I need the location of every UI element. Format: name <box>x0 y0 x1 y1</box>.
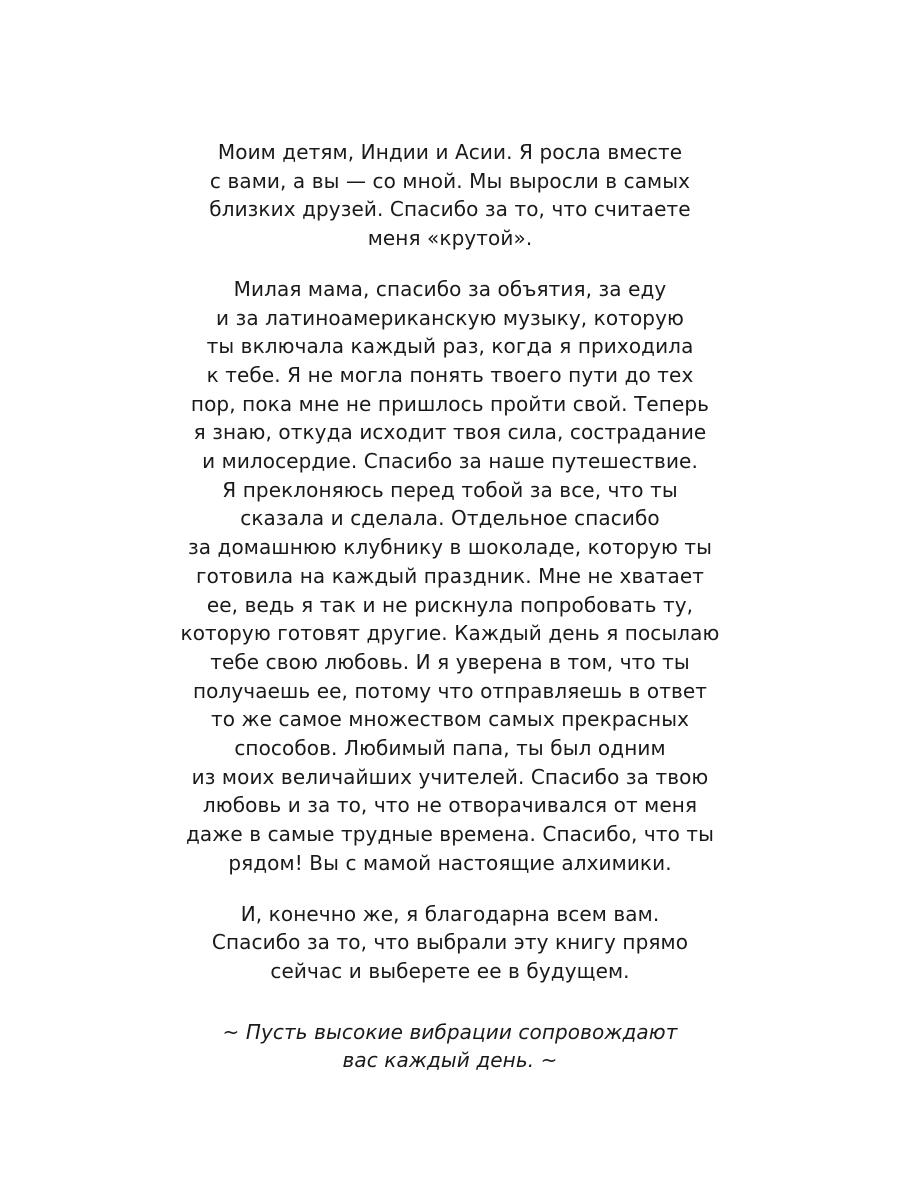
text-line: рядом! Вы с мамой настоящие алхимики. <box>228 850 672 875</box>
text-line: из моих величайших учителей. Спасибо за твою <box>191 764 709 789</box>
text-line: даже в самые трудные времена. Спасибо, что ты <box>185 822 715 847</box>
text-line: Спасибо за то, что выбрали эту книгу прямо <box>211 930 689 955</box>
text-line: ее, ведь я так и не рискнула попробовать ту, <box>206 592 694 617</box>
text-line: способов. Любимый папа, ты был одним <box>234 736 666 761</box>
text-line: любовь и за то, что не отворачивался от меня <box>202 793 698 818</box>
text-line: и милосердие. Спасибо за наше путешествие. <box>202 449 698 474</box>
text-line: сейчас и выберете ее в будущем. <box>270 958 630 983</box>
text-line: я знаю, откуда исходит твоя сила, сострадание <box>193 420 707 445</box>
text-line: близких друзей. Спасибо за то, что считаете <box>209 197 691 222</box>
page-body <box>0 138 900 1097</box>
text-line: которую готовят другие. Каждый день я посылаю <box>180 621 720 646</box>
closing-quote <box>0 1018 900 1075</box>
text-line: тебе свою любовь. И я уверена в том, что ты <box>210 649 690 674</box>
text-line: ты включала каждый раз, когда я приходила <box>206 334 694 359</box>
text-line: Милая мама, спасибо за объятия, за еду <box>233 276 667 301</box>
text-line: готовила на каждый праздник. Мне не хватает <box>196 563 704 588</box>
quote-line: ~ Пусть высокие вибрации сопровождают <box>222 1019 678 1044</box>
text-line: И, конечно же, я благодарна всем вам. <box>240 901 660 926</box>
quote-line: вас каждый день. ~ <box>342 1048 558 1073</box>
text-line: к тебе. Я не могла понять твоего пути до тех <box>206 362 694 387</box>
text-line: за домашнюю клубнику в шоколаде, которую ты <box>188 535 712 560</box>
text-line: сказала и сделала. Отдельное спасибо <box>240 506 660 531</box>
text-line: получаешь ее, потому что отправляешь в ответ <box>192 678 708 703</box>
paragraph-dedication-parents <box>0 275 900 878</box>
text-line: и за латиноамериканскую музыку, которую <box>216 305 684 330</box>
paragraph-thanks-readers <box>0 900 900 986</box>
text-line: с вами, а вы — со мной. Мы выросли в самых <box>209 168 691 193</box>
text-line: Моим детям, Индии и Асии. Я росла вместе <box>217 140 683 164</box>
paragraph-dedication-children <box>0 138 900 253</box>
text-line: Я преклоняюсь перед тобой за все, что ты <box>222 477 678 502</box>
text-line: то же самое множеством самых прекрасных <box>210 707 690 732</box>
text-line: пор, пока мне не пришлось пройти свой. Теперь <box>190 391 710 416</box>
text-line: меня «крутой». <box>367 226 533 251</box>
